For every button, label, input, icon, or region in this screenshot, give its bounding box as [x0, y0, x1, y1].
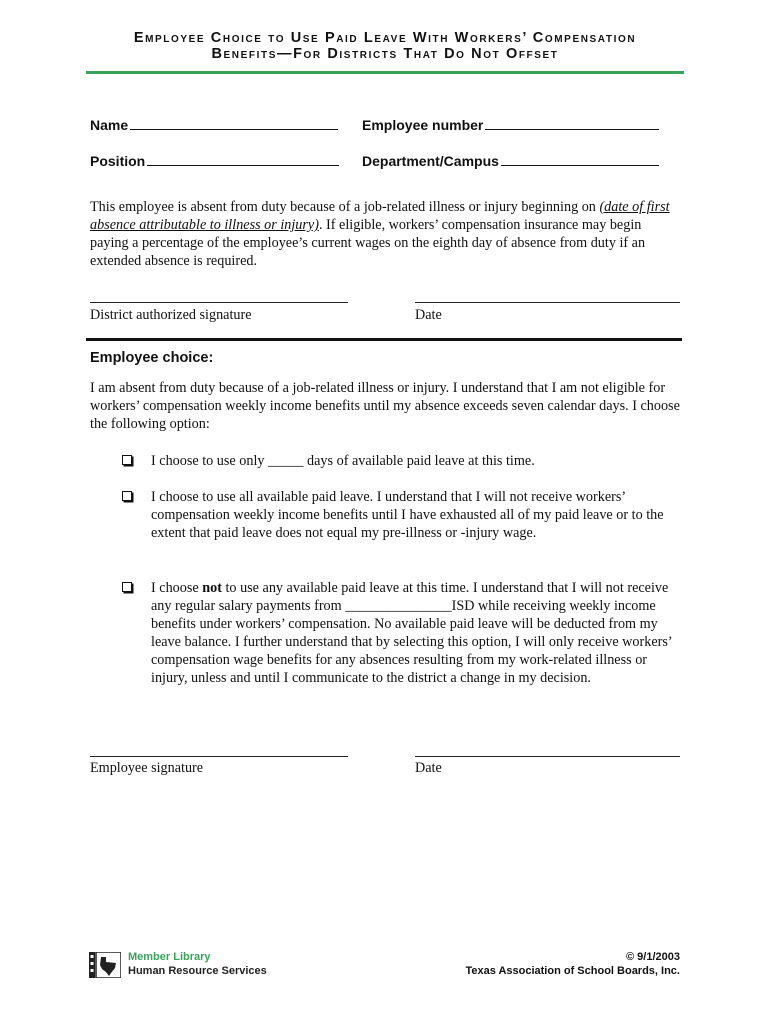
footer-copyright: © 9/1/2003: [626, 951, 680, 963]
employee-choice-intro: [90, 379, 680, 433]
employee-choice-heading: Employee choice:: [90, 350, 214, 366]
option1-text: I choose to use only _____ days of available paid leave at this time.: [151, 453, 535, 469]
option-use-no-leave[interactable]: [122, 579, 682, 687]
option3-text: [151, 579, 682, 687]
employee-number-field[interactable]: [362, 117, 659, 133]
employee-number-label: Employee number: [362, 117, 484, 133]
employee-number-blank[interactable]: [485, 117, 659, 130]
checkbox-icon[interactable]: [122, 582, 132, 592]
footer-hr-services: Human Resource Services: [128, 965, 267, 977]
position-field[interactable]: [90, 153, 339, 169]
intro-text: I am absent from duty because of a job-related illness or injury. I understand that I am not eligible for workers’ compensation weekly income benefits until my absence exceeds seven calendar days. I choose the following option:: [90, 380, 680, 432]
position-label: Position: [90, 153, 146, 169]
employee-signature-line[interactable]: [90, 756, 348, 757]
district-signature-line[interactable]: [90, 302, 348, 303]
option3-emphasis: not: [202, 580, 222, 596]
date-hint: (date of first absence attributable to illness or injury): [90, 199, 670, 233]
employee-signature-label: Employee signature: [90, 760, 204, 776]
title-divider: [86, 71, 684, 74]
notice-text-start: This employee is absent from duty because of a job-related illness or injury beginning on: [90, 199, 600, 215]
employee-date-line[interactable]: [415, 756, 680, 757]
option2-text: I choose to use all available paid leave. I understand that I will not receive workers’ compensation weekly income benefits until I have exhausted all of my paid leave or to the extent that paid leave does not equal my pre-illness or -injury wage.: [151, 489, 664, 541]
district-signature-label: District authorized signature: [90, 307, 252, 323]
district-notice-paragraph: [90, 198, 680, 270]
department-blank[interactable]: [501, 153, 659, 166]
department-label: Department/Campus: [362, 153, 499, 169]
option3-start: I choose: [151, 580, 203, 596]
option3-end: to use any available paid leave at this time. I understand that I will not receive any regular salary payments from _______________ISD while receiving weekly income benefits under workers’ compensation. No available paid leave will be deducted from my leave balance. I further understand that by selecting this option, I will only receive workers’ compensation wage benefits for any absences resulting from my work-related illness or injury, unless and until I communicate to the district a change in my decision.: [151, 580, 672, 686]
district-date-label: Date: [415, 307, 442, 323]
name-field[interactable]: [90, 117, 338, 133]
section-divider: [86, 338, 682, 341]
checkbox-icon[interactable]: [122, 455, 132, 465]
footer-member-library: Member Library: [128, 951, 211, 963]
position-blank[interactable]: [147, 153, 339, 166]
employee-date-label: Date: [415, 760, 442, 776]
tasb-texas-logo-icon: [89, 952, 121, 978]
form-title-line1: Employee Choice to Use Paid Leave With Workers’ Compensation: [133, 30, 637, 46]
department-field[interactable]: [362, 153, 659, 169]
option-use-all-leave[interactable]: [122, 488, 682, 542]
notice-text-end: . If eligible, workers’ compensation insurance may begin paying a percentage of the employee’s current wages on the eighth day of absence from duty if an extended absence is required.: [90, 217, 646, 269]
name-label: Name: [90, 117, 129, 133]
checkbox-icon[interactable]: [122, 491, 132, 501]
district-date-line[interactable]: [415, 302, 680, 303]
footer-organization: Texas Association of School Boards, Inc.: [465, 965, 680, 977]
form-title-line2: Benefits—For Districts That Do Not Offset: [211, 46, 559, 62]
name-blank[interactable]: [130, 117, 338, 130]
option-use-some-leave[interactable]: [122, 452, 682, 470]
